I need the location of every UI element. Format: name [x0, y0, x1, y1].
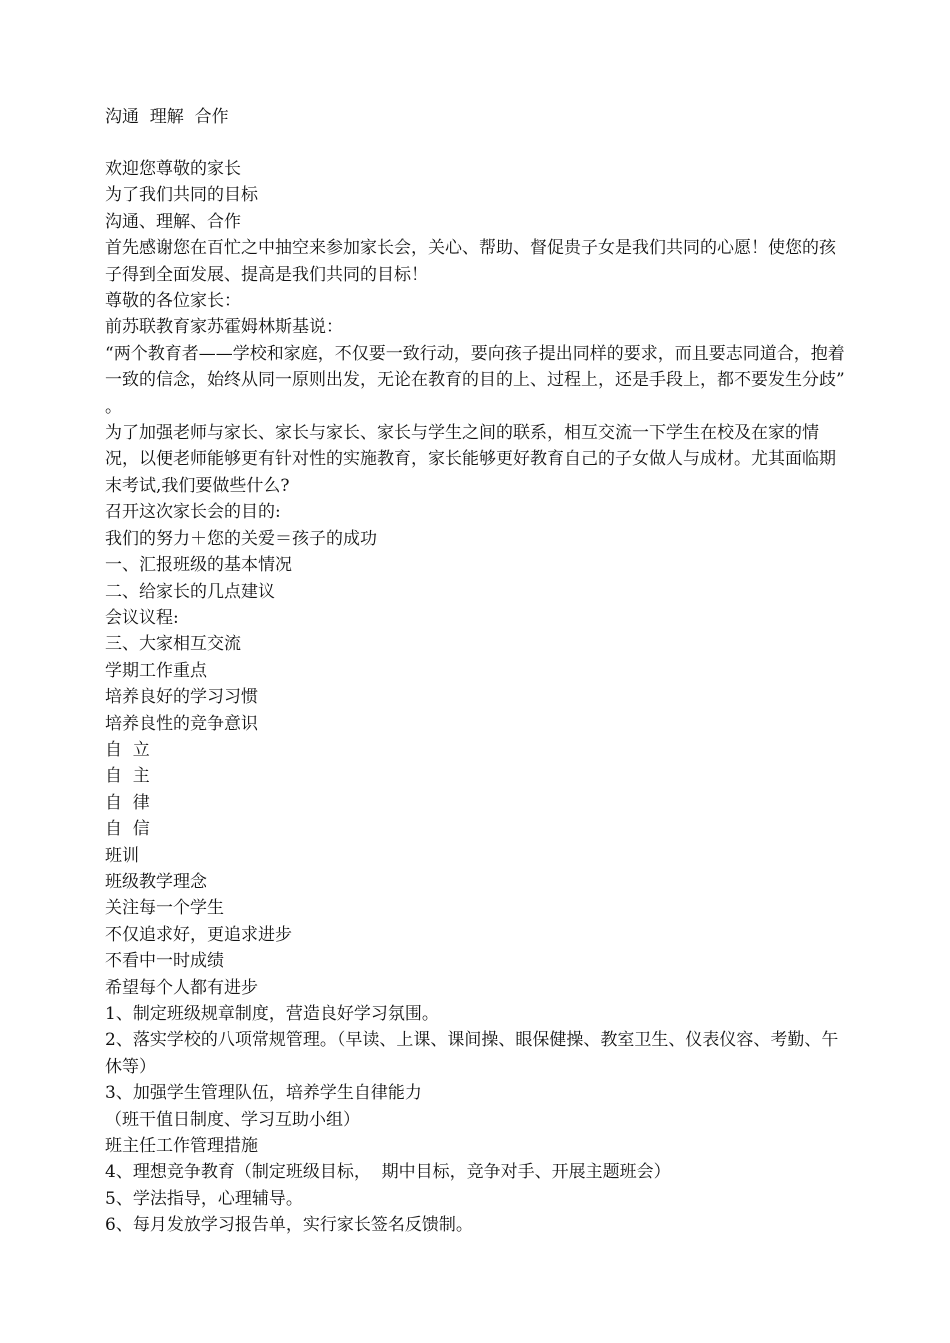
text-line: 不仅追求好，更追求进步 — [105, 924, 292, 945]
text-line: 一、汇报班级的基本情况 — [105, 555, 292, 576]
text-line: 不看中一时成绩 — [105, 951, 224, 972]
text-line: 班主任工作管理措施 — [105, 1136, 258, 1157]
text-line: 自 立 — [105, 739, 150, 760]
text-line: 培养良好的学习习惯 — [105, 687, 258, 708]
text-line: 我们的努力＋您的关爱＝孩子的成功 — [105, 528, 377, 549]
document-title: 沟通 理解 合作 — [105, 107, 229, 127]
text-line: 召开这次家长会的目的: — [105, 502, 281, 523]
text-line: 沟通、理解、合作 — [105, 211, 241, 232]
text-line: 培养良性的竞争意识 — [105, 713, 258, 734]
paragraph: 首先感谢您在百忙之中抽空来参加家长会，关心、帮助、督促贵子女是我们共同的心愿！使您的孩子得到全面发展、提高是我们共同的目标！ — [105, 238, 836, 285]
list-item: 6、每月发放学习报告单，实行家长签名反馈制。 — [105, 1215, 473, 1236]
text-line: 希望每个人都有进步 — [105, 977, 258, 998]
paragraph: 为了加强老师与家长、家长与家长、家长与学生之间的联系，相互交流一下学生在校及在家的情况，以便老师能够更有针对性的实施教育，家长能够更好教育自己的子女做人与成材。尤其面临期末考试,我们要做些什么? — [105, 423, 836, 496]
list-item: 2、落实学校的八项常规管理。（早读、上课、课间操、眼保健操、教室卫生、仪表仪容、考勤、午休等） — [105, 1030, 839, 1077]
text-line: 三、大家相互交流 — [105, 634, 241, 655]
text-line: 为了我们共同的目标 — [105, 185, 258, 206]
text-line: 自 律 — [105, 792, 150, 813]
list-item: 3、加强学生管理队伍，培养学生自律能力 — [105, 1083, 422, 1104]
text-line: 班训 — [105, 845, 139, 866]
text-line: 自 信 — [105, 819, 150, 840]
text-line: 欢迎您尊敬的家长 — [105, 159, 241, 179]
text-line: 关注每一个学生 — [105, 898, 224, 919]
text-line: 会议议程: — [105, 607, 179, 628]
quote-paragraph: “两个教育者——学校和家庭，不仅要一致行动，要向孩子提出同样的要求，而且要志同道合，抱着一致的信念，始终从同一原则出发，无论在教育的目的上、过程上，还是手段上，都不要发生分歧” 。 — [105, 343, 856, 417]
text-line: 班级教学理念 — [105, 871, 207, 892]
list-item: 4、理想竞争教育（制定班级目标， 期中目标，竞争对手、开展主题班会） — [105, 1162, 671, 1183]
list-item: 5、学法指导，心理辅导。 — [105, 1188, 303, 1209]
text-line: 尊敬的各位家长： — [105, 291, 241, 312]
text-line: 二、给家长的几点建议 — [105, 581, 275, 602]
text-line: 前苏联教育家苏霍姆林斯基说： — [105, 317, 343, 338]
text-line: 学期工作重点 — [105, 660, 207, 681]
list-item: 1、制定班级规章制度，营造良好学习氛围。 — [105, 1004, 439, 1024]
text-line: 自 主 — [105, 766, 150, 787]
document-body — [105, 156, 856, 1239]
text-line: （班干值日制度、学习互助小组） — [105, 1109, 360, 1130]
